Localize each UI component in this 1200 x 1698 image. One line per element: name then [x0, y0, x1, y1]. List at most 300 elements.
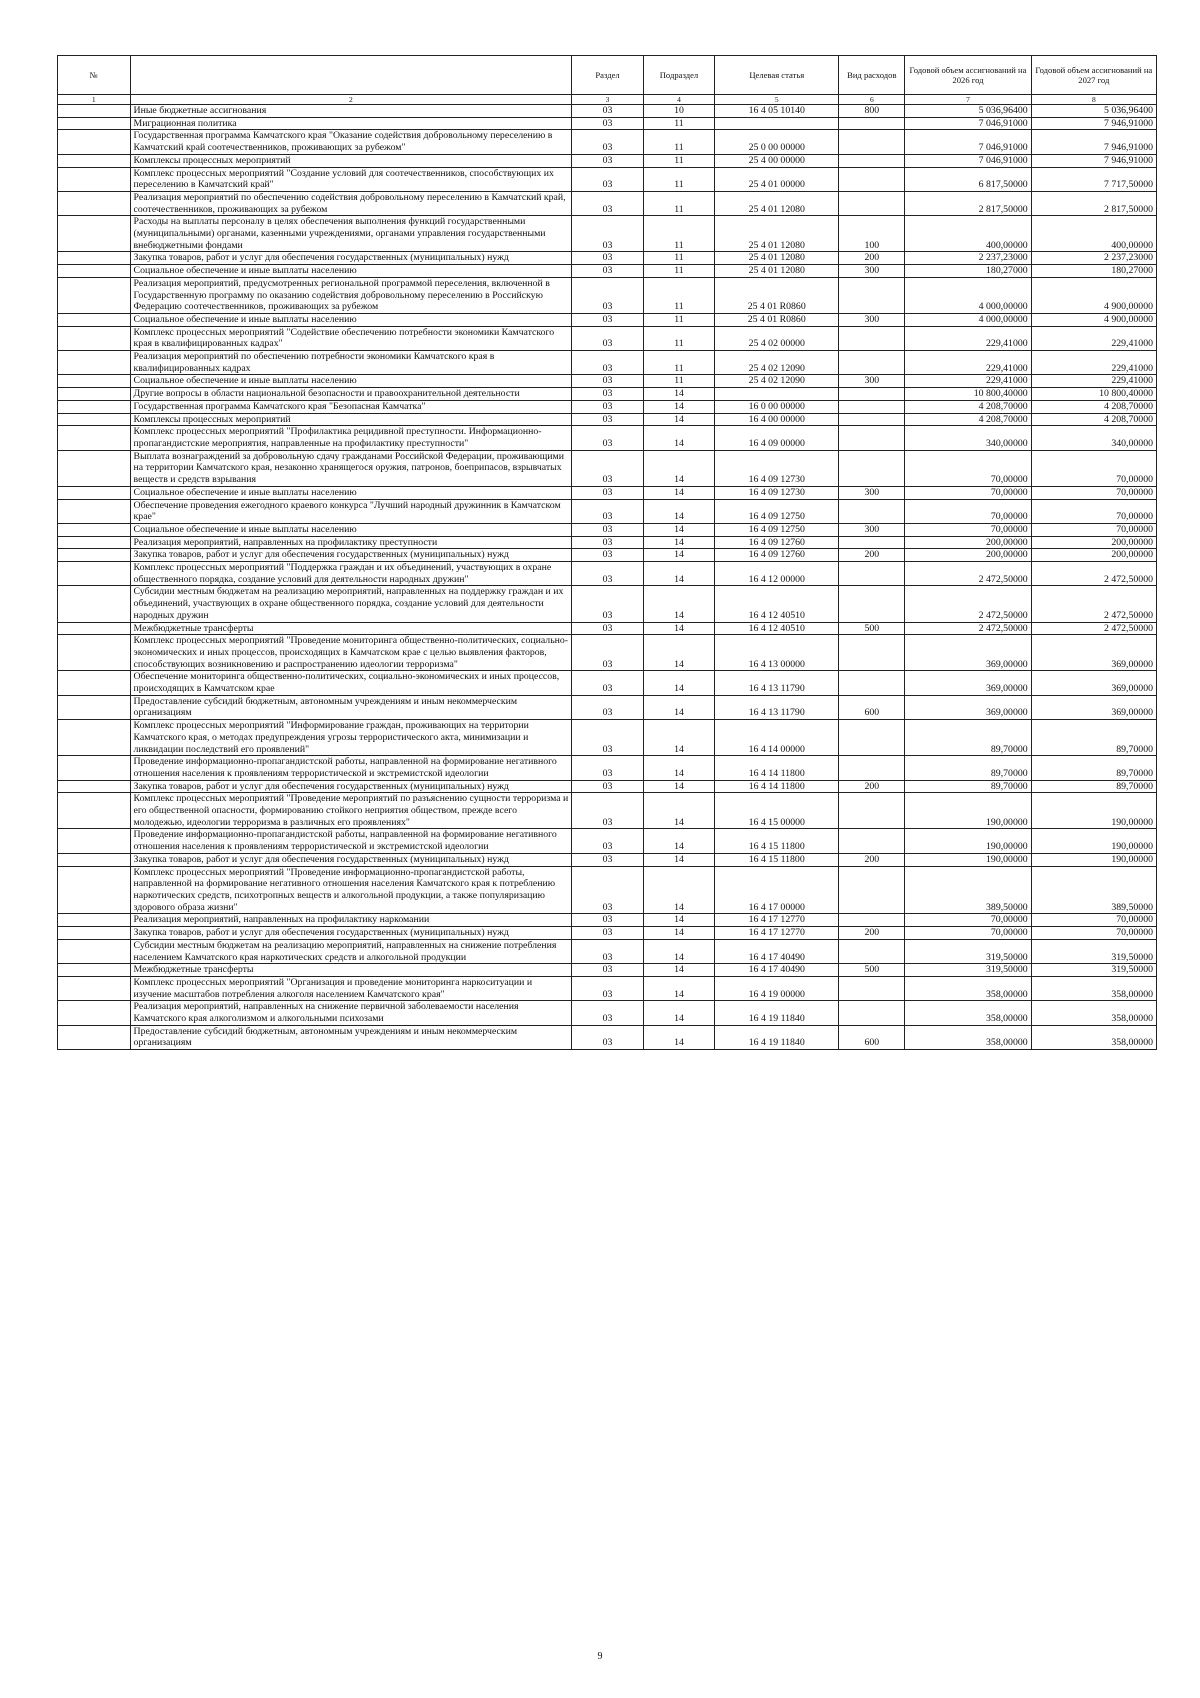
row-podrazdel-cell: 14: [643, 695, 714, 719]
table-row: [58, 1001, 1157, 1025]
column-number: 8: [1031, 95, 1156, 105]
row-podrazdel-cell: 11: [643, 191, 714, 215]
row-target-article-cell: 25 4 01 12080: [715, 216, 839, 252]
row-number-cell: [58, 866, 131, 914]
row-podrazdel-cell: 14: [643, 720, 714, 756]
table-row: [58, 191, 1157, 215]
row-number-cell: [58, 549, 131, 562]
row-amount-2027-cell: 70,00000: [1031, 486, 1156, 499]
table-row: [58, 486, 1157, 499]
table-row: [58, 1025, 1157, 1049]
row-podrazdel-cell: 11: [643, 252, 714, 265]
row-razdel-cell: 03: [572, 780, 643, 793]
row-name-cell: Реализация мероприятий, направленных на профилактику преступности: [130, 536, 572, 549]
budget-table: [57, 55, 1157, 1050]
row-target-article-cell: 16 4 12 00000: [715, 562, 839, 586]
row-podrazdel-cell: 14: [643, 1001, 714, 1025]
row-amount-2027-cell: 89,70000: [1031, 720, 1156, 756]
row-razdel-cell: 03: [572, 586, 643, 622]
row-amount-2027-cell: 358,00000: [1031, 1001, 1156, 1025]
row-amount-2027-cell: 400,00000: [1031, 216, 1156, 252]
row-amount-2026-cell: 180,27000: [905, 265, 1031, 278]
row-razdel-cell: 03: [572, 105, 643, 118]
row-amount-2027-cell: 2 817,50000: [1031, 191, 1156, 215]
row-razdel-cell: 03: [572, 413, 643, 426]
row-amount-2027-cell: 70,00000: [1031, 450, 1156, 486]
row-target-article-cell: 16 4 12 40510: [715, 586, 839, 622]
row-name-cell: Другие вопросы в области национальной безопасности и правоохранительной деятельности: [130, 388, 572, 401]
header-amount-2027: Годовой объем ассигнований на 2027 год: [1031, 56, 1156, 95]
row-number-cell: [58, 252, 131, 265]
row-name-cell: Закупка товаров, работ и услуг для обеспечения государственных (муниципальных) нужд: [130, 853, 572, 866]
row-amount-2026-cell: 229,41000: [905, 375, 1031, 388]
row-name-cell: Комплекс процессных мероприятий "Информирование граждан, проживающих на территории Камчатского края, о методах предупреждения угрозы террористического акта, минимизации и ликвидации последствий его проявлений": [130, 720, 572, 756]
row-number-cell: [58, 780, 131, 793]
row-amount-2027-cell: 319,50000: [1031, 939, 1156, 963]
row-expense-type-cell: [839, 450, 905, 486]
table-row: [58, 866, 1157, 914]
row-target-article-cell: 25 4 02 12090: [715, 351, 839, 375]
row-target-article-cell: 16 4 19 11840: [715, 1025, 839, 1049]
row-podrazdel-cell: 14: [643, 400, 714, 413]
row-amount-2026-cell: 229,41000: [905, 326, 1031, 350]
row-amount-2026-cell: 4 208,70000: [905, 413, 1031, 426]
row-amount-2026-cell: 319,50000: [905, 964, 1031, 977]
row-amount-2027-cell: 7 717,50000: [1031, 167, 1156, 191]
row-target-article-cell: 25 4 02 00000: [715, 326, 839, 350]
row-number-cell: [58, 622, 131, 635]
row-target-article-cell: 16 4 09 12730: [715, 486, 839, 499]
column-number: 4: [643, 95, 714, 105]
row-amount-2027-cell: 4 900,00000: [1031, 313, 1156, 326]
row-amount-2026-cell: 190,00000: [905, 853, 1031, 866]
row-number-cell: [58, 756, 131, 780]
header-amount-2026: Годовой объем ассигнований на 2026 год: [905, 56, 1031, 95]
row-target-article-cell: 16 4 14 11800: [715, 780, 839, 793]
row-amount-2027-cell: 2 237,23000: [1031, 252, 1156, 265]
row-podrazdel-cell: 11: [643, 117, 714, 130]
row-razdel-cell: 03: [572, 252, 643, 265]
row-podrazdel-cell: 14: [643, 486, 714, 499]
row-target-article-cell: 16 4 17 40490: [715, 964, 839, 977]
row-amount-2026-cell: 70,00000: [905, 486, 1031, 499]
row-name-cell: Социальное обеспечение и иные выплаты населению: [130, 486, 572, 499]
table-row: [58, 388, 1157, 401]
row-target-article-cell: 16 4 15 11800: [715, 853, 839, 866]
header-razdel: Раздел: [572, 56, 643, 95]
row-number-cell: [58, 486, 131, 499]
row-amount-2026-cell: 89,70000: [905, 756, 1031, 780]
row-podrazdel-cell: 14: [643, 622, 714, 635]
table-row: [58, 265, 1157, 278]
column-number: 3: [572, 95, 643, 105]
row-expense-type-cell: [839, 720, 905, 756]
row-podrazdel-cell: 14: [643, 1025, 714, 1049]
row-amount-2026-cell: 7 046,91000: [905, 154, 1031, 167]
row-target-article-cell: 16 4 13 11790: [715, 695, 839, 719]
row-amount-2027-cell: 4 208,70000: [1031, 413, 1156, 426]
row-expense-type-cell: [839, 1001, 905, 1025]
row-target-article-cell: 16 4 09 12730: [715, 450, 839, 486]
row-number-cell: [58, 105, 131, 118]
row-expense-type-cell: [839, 756, 905, 780]
table-body: [58, 105, 1157, 1050]
row-target-article-cell: 16 4 12 40510: [715, 622, 839, 635]
row-amount-2026-cell: 2 472,50000: [905, 562, 1031, 586]
row-number-cell: [58, 635, 131, 671]
row-expense-type-cell: 600: [839, 1025, 905, 1049]
row-amount-2027-cell: 190,00000: [1031, 853, 1156, 866]
row-amount-2026-cell: 358,00000: [905, 1001, 1031, 1025]
row-razdel-cell: 03: [572, 927, 643, 940]
row-number-cell: [58, 216, 131, 252]
row-podrazdel-cell: 10: [643, 105, 714, 118]
table-row: [58, 450, 1157, 486]
row-amount-2027-cell: 7 946,91000: [1031, 117, 1156, 130]
row-podrazdel-cell: 14: [643, 586, 714, 622]
row-razdel-cell: 03: [572, 1001, 643, 1025]
header-target-article: Целевая статья: [715, 56, 839, 95]
row-number-cell: [58, 671, 131, 695]
row-podrazdel-cell: 14: [643, 413, 714, 426]
row-expense-type-cell: 300: [839, 523, 905, 536]
row-name-cell: Расходы на выплаты персоналу в целях обеспечения выполнения функций государственными (муниципальными) органами, казенными учреждениями, органами управления государственными внебюджетными фондами: [130, 216, 572, 252]
row-amount-2027-cell: 369,00000: [1031, 695, 1156, 719]
row-amount-2027-cell: 369,00000: [1031, 635, 1156, 671]
row-amount-2026-cell: 200,00000: [905, 549, 1031, 562]
row-amount-2027-cell: 4 900,00000: [1031, 277, 1156, 313]
row-name-cell: Комплекс процессных мероприятий "Проведение мероприятий по разъяснению сущности терроризма и его общественной опасности, формированию стойкого неприятия обществом, прежде всего молодежью, идеологии терроризма в различных его проявлениях": [130, 793, 572, 829]
row-amount-2027-cell: 70,00000: [1031, 914, 1156, 927]
row-name-cell: Комплекс процессных мероприятий "Организация и проведение мониторинга наркоситуации и изучение масштабов потребления алкоголя населением Камчатского края": [130, 976, 572, 1000]
row-razdel-cell: 03: [572, 375, 643, 388]
row-target-article-cell: 16 4 19 00000: [715, 976, 839, 1000]
row-expense-type-cell: [839, 793, 905, 829]
row-name-cell: Иные бюджетные ассигнования: [130, 105, 572, 118]
row-podrazdel-cell: 14: [643, 793, 714, 829]
row-amount-2026-cell: 190,00000: [905, 829, 1031, 853]
column-number: 1: [58, 95, 131, 105]
row-name-cell: Социальное обеспечение и иные выплаты населению: [130, 313, 572, 326]
row-expense-type-cell: 300: [839, 313, 905, 326]
row-target-article-cell: 16 4 13 00000: [715, 635, 839, 671]
table-row: [58, 622, 1157, 635]
row-podrazdel-cell: 14: [643, 499, 714, 523]
row-number-cell: [58, 499, 131, 523]
row-expense-type-cell: 200: [839, 927, 905, 940]
row-expense-type-cell: [839, 635, 905, 671]
row-podrazdel-cell: 14: [643, 523, 714, 536]
table-row: [58, 829, 1157, 853]
row-razdel-cell: 03: [572, 167, 643, 191]
row-podrazdel-cell: 14: [643, 388, 714, 401]
row-number-cell: [58, 1025, 131, 1049]
row-razdel-cell: 03: [572, 866, 643, 914]
row-podrazdel-cell: 14: [643, 829, 714, 853]
row-razdel-cell: 03: [572, 154, 643, 167]
row-amount-2027-cell: 2 472,50000: [1031, 586, 1156, 622]
row-razdel-cell: 03: [572, 313, 643, 326]
row-expense-type-cell: [839, 914, 905, 927]
table-row: [58, 375, 1157, 388]
row-podrazdel-cell: 14: [643, 939, 714, 963]
row-amount-2027-cell: 89,70000: [1031, 756, 1156, 780]
table-row: [58, 313, 1157, 326]
row-podrazdel-cell: 14: [643, 671, 714, 695]
row-expense-type-cell: [839, 499, 905, 523]
row-razdel-cell: 03: [572, 549, 643, 562]
row-number-cell: [58, 586, 131, 622]
row-razdel-cell: 03: [572, 536, 643, 549]
row-name-cell: Комплекс процессных мероприятий "Поддержка граждан и их объединений, участвующих в охране общественного порядка, создание условий для деятельности народных дружин": [130, 562, 572, 586]
row-expense-type-cell: [839, 326, 905, 350]
row-podrazdel-cell: 14: [643, 562, 714, 586]
column-number-row: [58, 95, 1157, 105]
row-expense-type-cell: 200: [839, 549, 905, 562]
row-amount-2027-cell: 10 800,40000: [1031, 388, 1156, 401]
row-razdel-cell: 03: [572, 671, 643, 695]
row-expense-type-cell: [839, 400, 905, 413]
row-target-article-cell: [715, 388, 839, 401]
row-razdel-cell: 03: [572, 853, 643, 866]
row-razdel-cell: 03: [572, 326, 643, 350]
row-name-cell: Закупка товаров, работ и услуг для обеспечения государственных (муниципальных) нужд: [130, 780, 572, 793]
table-row: [58, 720, 1157, 756]
row-amount-2026-cell: 10 800,40000: [905, 388, 1031, 401]
row-number-cell: [58, 829, 131, 853]
row-amount-2026-cell: 89,70000: [905, 720, 1031, 756]
row-target-article-cell: 16 4 15 00000: [715, 793, 839, 829]
table-row: [58, 853, 1157, 866]
table-row: [58, 105, 1157, 118]
row-expense-type-cell: 500: [839, 964, 905, 977]
row-name-cell: Проведение информационно-пропагандистской работы, направленной на формирование негативного отношения населения к проявлениям террористической и экстремистской идеологии: [130, 829, 572, 853]
row-amount-2026-cell: 400,00000: [905, 216, 1031, 252]
row-razdel-cell: 03: [572, 622, 643, 635]
row-podrazdel-cell: 14: [643, 450, 714, 486]
row-target-article-cell: 25 4 01 00000: [715, 167, 839, 191]
row-number-cell: [58, 976, 131, 1000]
row-amount-2026-cell: 70,00000: [905, 927, 1031, 940]
table-row: [58, 939, 1157, 963]
row-expense-type-cell: 300: [839, 486, 905, 499]
row-name-cell: Комплекс процессных мероприятий "Создание условий для соотечественников, способствующих их переселению в Камчатский край": [130, 167, 572, 191]
table-row: [58, 914, 1157, 927]
row-amount-2027-cell: 180,27000: [1031, 265, 1156, 278]
row-target-article-cell: 25 0 00 00000: [715, 130, 839, 154]
row-expense-type-cell: [839, 866, 905, 914]
row-podrazdel-cell: 11: [643, 326, 714, 350]
row-amount-2026-cell: 6 817,50000: [905, 167, 1031, 191]
row-podrazdel-cell: 14: [643, 756, 714, 780]
row-amount-2026-cell: 200,00000: [905, 536, 1031, 549]
row-name-cell: Государственная программа Камчатского края "Безопасная Камчатка": [130, 400, 572, 413]
row-number-cell: [58, 313, 131, 326]
row-expense-type-cell: [839, 277, 905, 313]
row-name-cell: Предоставление субсидий бюджетным, автономным учреждениям и иным некоммерческим организациям: [130, 1025, 572, 1049]
table-row: [58, 154, 1157, 167]
row-amount-2026-cell: 358,00000: [905, 1025, 1031, 1049]
row-amount-2027-cell: 7 946,91000: [1031, 154, 1156, 167]
row-expense-type-cell: 300: [839, 265, 905, 278]
row-podrazdel-cell: 14: [643, 914, 714, 927]
row-name-cell: Закупка товаров, работ и услуг для обеспечения государственных (муниципальных) нужд: [130, 252, 572, 265]
row-amount-2027-cell: 190,00000: [1031, 829, 1156, 853]
row-amount-2026-cell: 7 046,91000: [905, 117, 1031, 130]
row-name-cell: Предоставление субсидий бюджетным, автономным учреждениям и иным некоммерческим организациям: [130, 695, 572, 719]
table-row: [58, 117, 1157, 130]
row-amount-2027-cell: 5 036,96400: [1031, 105, 1156, 118]
row-expense-type-cell: 500: [839, 622, 905, 635]
row-razdel-cell: 03: [572, 720, 643, 756]
row-razdel-cell: 03: [572, 695, 643, 719]
row-amount-2026-cell: 7 046,91000: [905, 130, 1031, 154]
row-amount-2027-cell: 229,41000: [1031, 326, 1156, 350]
row-name-cell: Комплекс процессных мероприятий "Содействие обеспечению потребности экономики Камчатского края в квалифицированных кадрах": [130, 326, 572, 350]
row-expense-type-cell: [839, 426, 905, 450]
row-amount-2027-cell: 7 946,91000: [1031, 130, 1156, 154]
table-row: [58, 216, 1157, 252]
row-expense-type-cell: [839, 130, 905, 154]
row-number-cell: [58, 388, 131, 401]
row-target-article-cell: 16 4 17 40490: [715, 939, 839, 963]
row-number-cell: [58, 130, 131, 154]
row-name-cell: Комплексы процессных мероприятий: [130, 413, 572, 426]
row-target-article-cell: 16 4 13 11790: [715, 671, 839, 695]
row-podrazdel-cell: 14: [643, 536, 714, 549]
row-amount-2026-cell: 369,00000: [905, 635, 1031, 671]
row-amount-2027-cell: 70,00000: [1031, 523, 1156, 536]
row-number-cell: [58, 1001, 131, 1025]
table-row: [58, 400, 1157, 413]
row-number-cell: [58, 117, 131, 130]
row-expense-type-cell: [839, 388, 905, 401]
row-razdel-cell: 03: [572, 351, 643, 375]
header-no: №: [58, 56, 131, 95]
row-target-article-cell: 16 4 17 12770: [715, 914, 839, 927]
row-expense-type-cell: [839, 413, 905, 426]
column-number: 6: [839, 95, 905, 105]
table-row: [58, 277, 1157, 313]
header-row: [58, 56, 1157, 95]
row-razdel-cell: 03: [572, 388, 643, 401]
row-razdel-cell: 03: [572, 939, 643, 963]
table-row: [58, 351, 1157, 375]
row-razdel-cell: 03: [572, 499, 643, 523]
row-razdel-cell: 03: [572, 756, 643, 780]
row-amount-2026-cell: 4 208,70000: [905, 400, 1031, 413]
row-amount-2026-cell: 190,00000: [905, 793, 1031, 829]
row-target-article-cell: 16 4 15 11800: [715, 829, 839, 853]
row-razdel-cell: 03: [572, 914, 643, 927]
row-razdel-cell: 03: [572, 426, 643, 450]
row-amount-2027-cell: 229,41000: [1031, 351, 1156, 375]
table-row: [58, 413, 1157, 426]
row-amount-2027-cell: 200,00000: [1031, 536, 1156, 549]
row-amount-2026-cell: 4 000,00000: [905, 277, 1031, 313]
row-podrazdel-cell: 11: [643, 154, 714, 167]
row-number-cell: [58, 536, 131, 549]
row-razdel-cell: 03: [572, 635, 643, 671]
row-number-cell: [58, 450, 131, 486]
row-razdel-cell: 03: [572, 523, 643, 536]
row-expense-type-cell: [839, 671, 905, 695]
row-target-article-cell: 16 4 14 00000: [715, 720, 839, 756]
row-number-cell: [58, 375, 131, 388]
row-name-cell: Реализация мероприятий по обеспечению содействия добровольному переселению в Камчатский край, соотечественников, проживающих за рубежом: [130, 191, 572, 215]
table-row: [58, 130, 1157, 154]
row-number-cell: [58, 793, 131, 829]
row-expense-type-cell: 300: [839, 375, 905, 388]
column-number: 5: [715, 95, 839, 105]
row-razdel-cell: 03: [572, 130, 643, 154]
row-amount-2027-cell: 2 472,50000: [1031, 562, 1156, 586]
row-razdel-cell: 03: [572, 829, 643, 853]
row-number-cell: [58, 191, 131, 215]
row-number-cell: [58, 351, 131, 375]
row-podrazdel-cell: 11: [643, 351, 714, 375]
row-expense-type-cell: [839, 586, 905, 622]
row-podrazdel-cell: 11: [643, 167, 714, 191]
row-razdel-cell: 03: [572, 486, 643, 499]
row-name-cell: Комплекс процессных мероприятий "Проведение мониторинга общественно-политических, социально-экономических и иных процессов, происходящих в Камчатском крае с целью выявления факторов, способствующих возникновению и распространению идеологии терроризма": [130, 635, 572, 671]
row-target-article-cell: 16 4 05 10140: [715, 105, 839, 118]
row-expense-type-cell: 200: [839, 780, 905, 793]
row-name-cell: Социальное обеспечение и иные выплаты населению: [130, 375, 572, 388]
row-amount-2026-cell: 340,00000: [905, 426, 1031, 450]
table-row: [58, 586, 1157, 622]
row-number-cell: [58, 400, 131, 413]
row-amount-2027-cell: 358,00000: [1031, 1025, 1156, 1049]
row-expense-type-cell: [839, 976, 905, 1000]
row-amount-2026-cell: 89,70000: [905, 780, 1031, 793]
row-amount-2027-cell: 190,00000: [1031, 793, 1156, 829]
row-amount-2027-cell: 70,00000: [1031, 927, 1156, 940]
row-expense-type-cell: [839, 154, 905, 167]
row-amount-2027-cell: 340,00000: [1031, 426, 1156, 450]
row-expense-type-cell: 200: [839, 252, 905, 265]
row-podrazdel-cell: 14: [643, 927, 714, 940]
row-number-cell: [58, 426, 131, 450]
row-number-cell: [58, 964, 131, 977]
row-expense-type-cell: [839, 351, 905, 375]
row-expense-type-cell: [839, 562, 905, 586]
row-expense-type-cell: 600: [839, 695, 905, 719]
row-number-cell: [58, 523, 131, 536]
row-amount-2027-cell: 358,00000: [1031, 976, 1156, 1000]
table-row: [58, 695, 1157, 719]
row-number-cell: [58, 914, 131, 927]
row-amount-2026-cell: 2 472,50000: [905, 622, 1031, 635]
row-number-cell: [58, 154, 131, 167]
row-amount-2027-cell: 229,41000: [1031, 375, 1156, 388]
row-amount-2026-cell: 229,41000: [905, 351, 1031, 375]
row-number-cell: [58, 167, 131, 191]
row-amount-2026-cell: 70,00000: [905, 914, 1031, 927]
row-razdel-cell: 03: [572, 793, 643, 829]
row-expense-type-cell: 100: [839, 216, 905, 252]
row-name-cell: Субсидии местным бюджетам на реализацию мероприятий, направленных на снижение потребления населением Камчатского края наркотических средств и алкогольной продукции: [130, 939, 572, 963]
row-name-cell: Обеспечение мониторинга общественно-политических, социально-экономических и иных процессов, происходящих в Камчатском крае: [130, 671, 572, 695]
row-amount-2027-cell: 89,70000: [1031, 780, 1156, 793]
row-target-article-cell: 16 0 00 00000: [715, 400, 839, 413]
row-target-article-cell: 25 4 01 12080: [715, 265, 839, 278]
row-razdel-cell: 03: [572, 1025, 643, 1049]
row-podrazdel-cell: 14: [643, 853, 714, 866]
table-row: [58, 635, 1157, 671]
row-target-article-cell: 16 4 09 00000: [715, 426, 839, 450]
row-number-cell: [58, 695, 131, 719]
